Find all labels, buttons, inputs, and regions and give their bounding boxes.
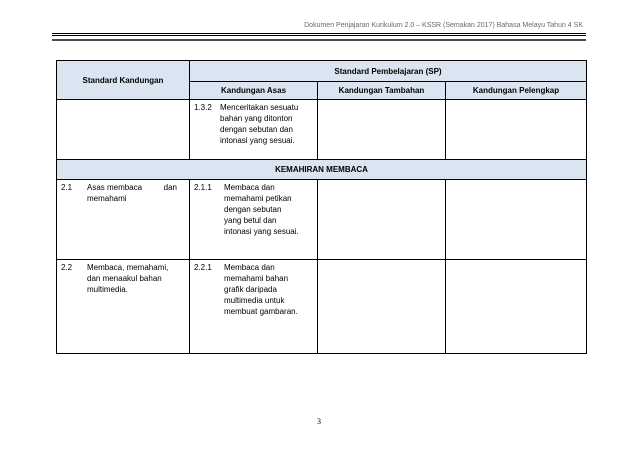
sp-text [220, 102, 313, 146]
header-rule-thick [52, 39, 586, 41]
tambahan-cell [318, 260, 446, 354]
section-title: KEMAHIRAN MEMBACA [57, 160, 587, 180]
table-row [57, 100, 587, 160]
header-standard-pembelajaran: Standard Pembelajaran (SP) [190, 61, 587, 82]
tambahan-cell [318, 100, 446, 160]
header-kandungan-asas: Kandungan Asas [190, 82, 318, 100]
sk-cell [57, 260, 190, 354]
sp-cell [190, 100, 318, 160]
sp-line: Membaca dan [224, 183, 275, 192]
sp-line: dengan sebutan dan [220, 125, 293, 134]
sp-code: 1.3.2 [194, 103, 212, 112]
sk-line: Asas membaca [87, 183, 143, 192]
header-kandungan-tambahan: Kandungan Tambahan [318, 82, 446, 100]
sk-cell [57, 180, 190, 260]
sk-line: multimedia. [87, 285, 128, 294]
pelengkap-cell [446, 180, 587, 260]
header-rule [52, 35, 586, 36]
sk-text [87, 262, 185, 295]
table-row [57, 260, 587, 354]
sp-code: 2.1.1 [194, 183, 212, 192]
sp-text [224, 262, 313, 317]
sp-line: Menceritakan sesuatu [220, 103, 299, 112]
pelengkap-cell [446, 260, 587, 354]
sp-line: memahami bahan [224, 274, 289, 283]
sk-cell [57, 100, 190, 160]
sk-line: Membaca, memahami, [87, 263, 169, 272]
sk-line: memahami [87, 194, 127, 203]
table-row [57, 180, 587, 260]
sk-code: 2.1 [61, 183, 73, 192]
sp-line: Membaca dan [224, 263, 275, 272]
sk-line: dan [163, 183, 177, 192]
header-standard-kandungan: Standard Kandungan [57, 61, 190, 100]
sp-code: 2.2.1 [194, 263, 212, 272]
sp-line: intonasi yang sesuai. [224, 227, 299, 236]
curriculum-table [56, 60, 587, 354]
sk-line: dan menaakul bahan [87, 274, 162, 283]
document-header: Dokumen Penjajaran Kurikulum 2.0 – KSSR (Semakan 2017) Bahasa Melayu Tahun 4 SK [304, 22, 583, 29]
sp-line: intonasi yang sesuai. [220, 136, 295, 145]
sk-code: 2.2 [61, 263, 73, 272]
sp-line: multimedia untuk [224, 296, 285, 305]
sp-cell [190, 180, 318, 260]
sk-text [87, 182, 185, 204]
header-rule [52, 33, 586, 34]
page-number: 3 [317, 417, 321, 426]
pelengkap-cell [446, 100, 587, 160]
sp-line: grafik daripada [224, 285, 277, 294]
tambahan-cell [318, 180, 446, 260]
header-kandungan-pelengkap: Kandungan Pelengkap [446, 82, 587, 100]
sp-text [224, 182, 313, 237]
sp-line: dengan sebutan [224, 205, 282, 214]
sp-line: yang betul dan [224, 216, 277, 225]
sp-line: bahan yang ditonton [220, 114, 293, 123]
sp-line: membuat gambaran. [224, 307, 298, 316]
sp-cell [190, 260, 318, 354]
sp-line: memahami petikan [224, 194, 292, 203]
